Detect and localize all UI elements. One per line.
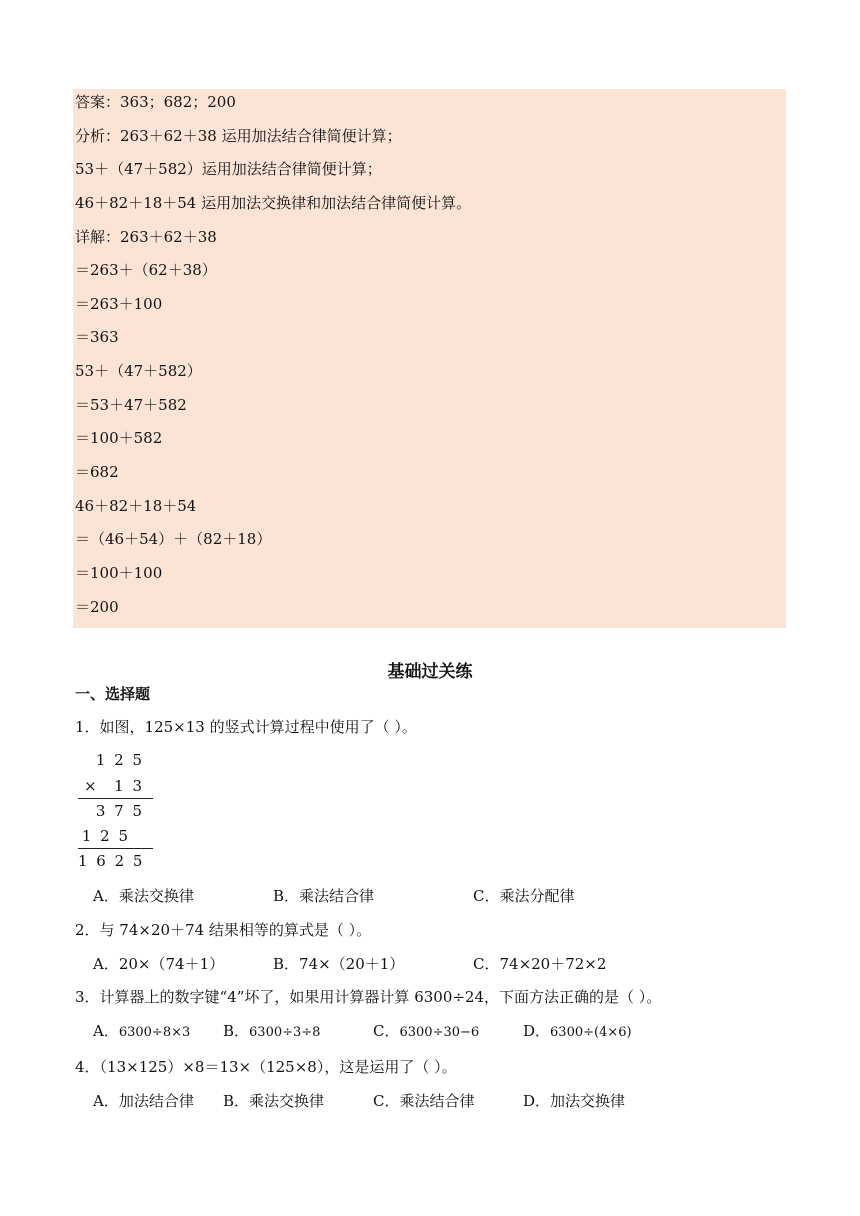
- partial-product-2: 1 2 5: [81, 827, 130, 845]
- option-a[interactable]: A．20×（74＋1）: [93, 955, 225, 973]
- answer-line: ＝363: [75, 328, 119, 346]
- answer-line: ＝263＋100: [75, 295, 163, 313]
- option-b[interactable]: B．74×（20＋1）: [273, 955, 405, 973]
- answer-line: 46＋82＋18＋54: [75, 497, 197, 515]
- option-a-expr: 6300÷8×3: [118, 1025, 191, 1040]
- option-d[interactable]: [523, 1021, 632, 1043]
- multiply-operator: ×: [84, 777, 99, 795]
- option-c[interactable]: C．乘法结合律: [373, 1092, 475, 1110]
- section-title: 基础过关练: [387, 662, 473, 682]
- calc-rule: [78, 848, 153, 849]
- answer-line: 详解：263＋62＋38: [75, 228, 217, 246]
- option-c-label: C．: [373, 1022, 400, 1040]
- option-d-label: D．: [523, 1022, 551, 1040]
- question-2-stem: 2．与 74×20＋74 结果相等的算式是（ ）。: [75, 921, 372, 939]
- vertical-calculation: [78, 750, 158, 875]
- option-c[interactable]: [373, 1021, 479, 1043]
- answer-line: ＝100＋100: [75, 564, 163, 582]
- product-result: 1 6 2 5: [78, 852, 145, 870]
- answer-line: 53＋（47＋582）运用加法结合律简便计算；: [75, 160, 382, 178]
- option-b[interactable]: [223, 1021, 320, 1043]
- option-b[interactable]: B．乘法交换律: [223, 1092, 325, 1110]
- answer-line: ＝263＋（62＋38）: [75, 261, 217, 279]
- option-d-expr: 6300÷(4×6): [550, 1025, 632, 1040]
- option-a[interactable]: [93, 1021, 190, 1043]
- answer-box: [73, 89, 786, 628]
- option-a-label: A．: [93, 1022, 119, 1040]
- answer-line: 46＋82＋18＋54 运用加法交换律和加法结合律简便计算。: [75, 194, 472, 212]
- multiplier: 1 3: [114, 777, 144, 795]
- option-b-expr: 6300÷3÷8: [249, 1025, 321, 1040]
- part-heading: 一、选择题: [75, 685, 151, 703]
- answer-line: ＝682: [75, 463, 119, 481]
- question-4-stem: 4．（13×125）×8＝13×（125×8），这是运用了（ ）。: [75, 1058, 457, 1076]
- option-b[interactable]: B．乘法结合律: [273, 887, 375, 905]
- question-1-stem: 1．如图，125×13 的竖式计算过程中使用了（ ）。: [75, 718, 417, 736]
- option-a[interactable]: A．加法结合律: [93, 1092, 194, 1110]
- option-a[interactable]: A．乘法交换律: [93, 887, 194, 905]
- calc-rule: [78, 798, 153, 799]
- answer-line: 53＋（47＋582）: [75, 362, 202, 380]
- answer-line: 分析：263＋62＋38 运用加法结合律简便计算；: [75, 127, 402, 145]
- option-c[interactable]: C．74×20＋72×2: [473, 955, 607, 973]
- option-b-label: B．: [223, 1022, 250, 1040]
- answer-line: ＝53＋47＋582: [75, 396, 187, 414]
- option-c[interactable]: C．乘法分配律: [473, 887, 575, 905]
- answer-line: ＝（46＋54）＋（82＋18）: [75, 530, 272, 548]
- multiplicand: 1 2 5: [95, 751, 144, 769]
- answer-line: ＝100＋582: [75, 429, 163, 447]
- question-3-stem: 3．计算器上的数字键“4”坏了，如果用计算器计算 6300÷24，下面方法正确的是（ ）。: [75, 988, 662, 1006]
- answer-line: 答案：363；682；200: [75, 93, 236, 111]
- option-d[interactable]: D．加法交换律: [523, 1092, 626, 1110]
- answer-line: ＝200: [75, 598, 119, 616]
- option-c-expr: 6300÷30−6: [399, 1025, 480, 1040]
- partial-product-1: 3 7 5: [95, 802, 144, 820]
